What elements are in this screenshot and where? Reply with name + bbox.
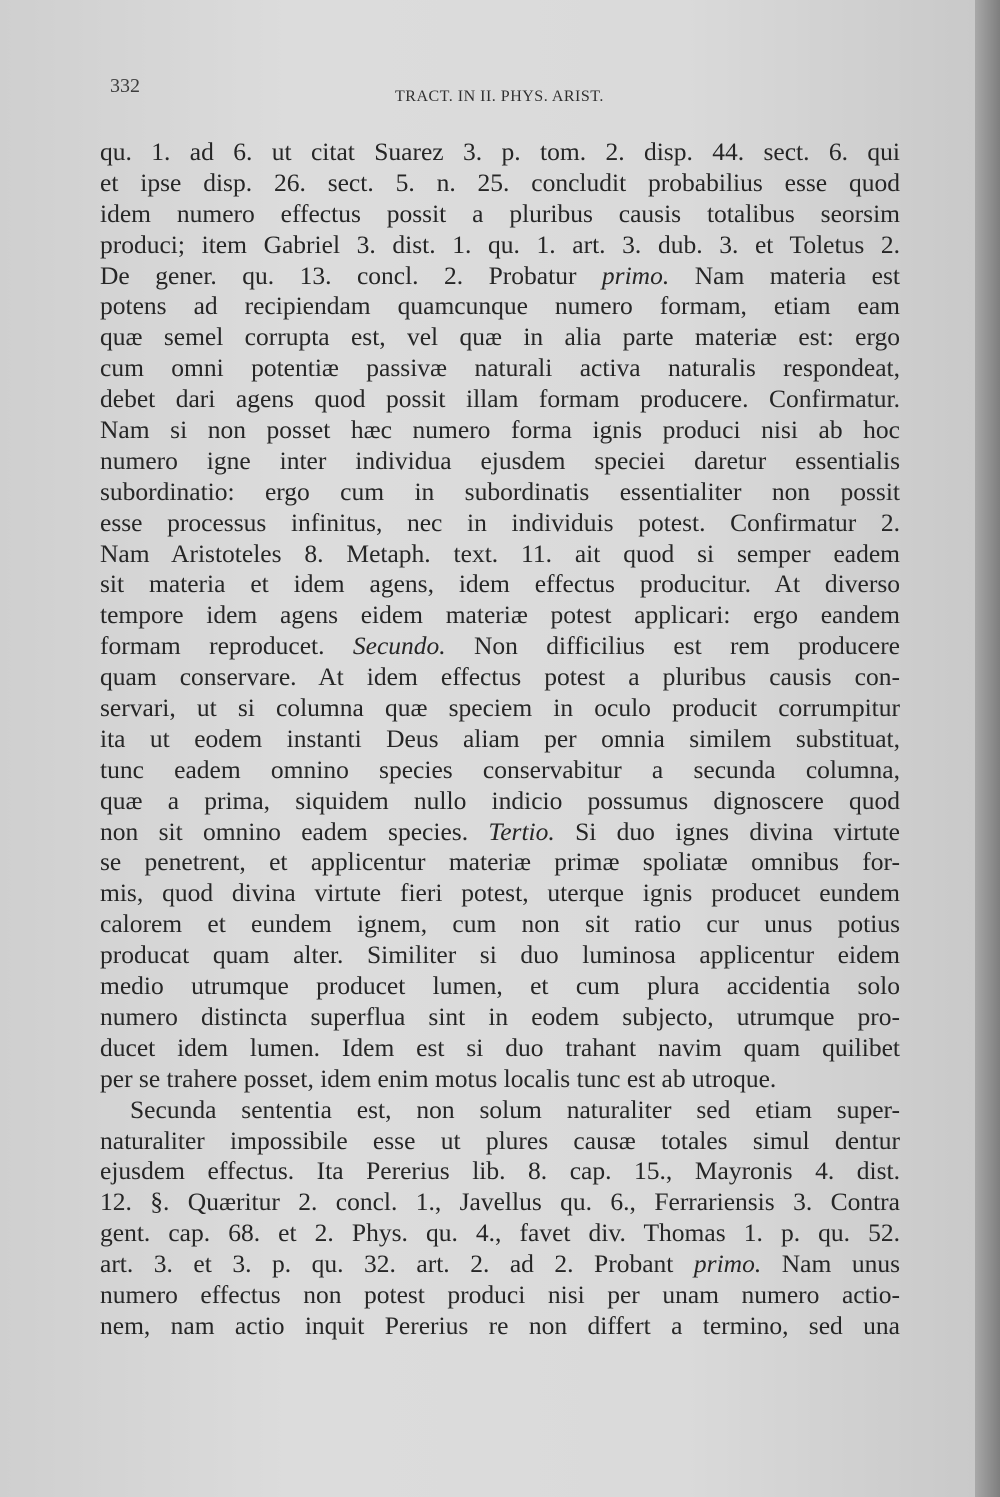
text-line [100,940,900,971]
page-header [0,75,975,115]
text-segment: et ipse disp. 26. sect. 5. n. 25. concludit probabilius esse quod [100,167,900,197]
text-line [100,353,900,384]
text-segment: Secunda sententia est, non solum naturaliter sed etiam super- [130,1094,900,1124]
text-segment: mis, quod divina virtute fieri potest, uterque ignis producet eundem [100,878,900,908]
text-segment: quæ a prima, siquidem nullo indicio possumus dignoscere quod [100,785,900,815]
text-line [100,1218,900,1249]
text-segment: cum omni potentiæ passivæ naturali activa naturalis respondeat, [100,353,900,383]
text-line [100,631,900,662]
text-segment: Nam si non posset hæc numero forma ignis produci nisi ab hoc [100,415,900,445]
text-line [100,1033,900,1064]
text-segment: ita ut eodem instanti Deus aliam per omnia similem substituat, [100,723,900,753]
text-segment: tempore idem agens eidem materiæ potest applicari: ergo eandem [100,600,900,630]
text-segment: Nam materia est [669,260,900,290]
text-line [100,415,900,446]
text-line [100,724,900,755]
text-segment: numero distincta superflua sint in eodem subjecto, utrumque pro- [100,1001,900,1031]
text-line [100,291,900,322]
text-line [100,1156,900,1187]
text-line [100,1249,900,1280]
text-segment: sit materia et idem agens, idem effectus producitur. At diverso [100,569,900,599]
text-segment: Si duo ignes divina virtute [554,816,900,846]
text-segment: tunc eadem omnino species conservabitur a secunda columna, [100,754,900,784]
text-line [100,1064,900,1095]
page-number: 332 [110,75,140,97]
text-segment: idem numero effectus possit a pluribus causis totalibus seorsim [100,198,900,228]
text-line [100,1002,900,1033]
text-line [100,230,900,261]
italic-text: Secundo. [352,631,446,661]
text-line [100,168,900,199]
text-line [100,1280,900,1311]
text-segment: Non difficilius est rem producere [445,631,901,661]
text-segment: servari, ut si columna quæ speciem in oculo producit corrumpitur [100,693,900,723]
text-line [100,600,900,631]
text-segment: subordinatio: ergo cum in subordinatis essentialiter non possit [100,476,900,506]
text-line [100,878,900,909]
text-segment: numero igne inter individua ejusdem speciei daretur essentialis [100,445,900,475]
text-line [100,261,900,292]
text-segment: medio utrumque producet lumen, et cum plura accidentia solo [100,971,900,1001]
text-segment: produci; item Gabriel 3. dist. 1. qu. 1. art. 3. dub. 3. et Toletus 2. [100,229,900,259]
page-edge [975,0,1000,1497]
text-line [100,1126,900,1157]
text-segment: debet dari agens quod possit illam formam producere. Confirmatur. [100,384,900,414]
text-line [100,569,900,600]
text-line [100,786,900,817]
text-line [100,1187,900,1218]
text-line [100,1095,900,1126]
text-line [100,508,900,539]
text-line [100,199,900,230]
text-segment: potens ad recipiendam quamcunque numero formam, etiam eam [100,291,900,321]
text-segment: ejusdem effectus. Ita Pererius lib. 8. cap. 15., Mayronis 4. dist. [100,1156,900,1186]
text-segment: formam reproducet. [100,631,353,661]
text-line [100,817,900,848]
text-line [100,477,900,508]
text-segment: non sit omnino eadem species. [100,816,489,846]
text-segment: se penetrent, et applicentur materiæ primæ spoliatæ omnibus for- [100,847,900,877]
text-line [100,693,900,724]
body-text [100,137,900,1342]
text-line [100,446,900,477]
text-segment: esse processus infinitus, nec in individuis potest. Confirmatur 2. [100,507,900,537]
italic-text: Tertio. [488,816,555,846]
text-segment: ducet idem lumen. Idem est si duo trahant navim quam quilibet [100,1032,900,1062]
text-line [100,755,900,786]
text-segment: qu. 1. ad 6. ut citat Suarez 3. p. tom. 2. disp. 44. sect. 6. qui [100,137,900,166]
text-segment: calorem et eundem ignem, cum non sit ratio cur unus potius [100,909,900,939]
text-line [100,847,900,878]
italic-text: primo. [601,260,670,290]
text-line [100,662,900,693]
text-segment: Nam unus [761,1249,900,1279]
running-title: TRACT. IN II. PHYS. ARIST. [395,88,604,105]
text-segment: 12. §. Quæritur 2. concl. 1., Javellus qu. 6., Ferrariensis 3. Contra [100,1187,900,1217]
text-segment: art. 3. et 3. p. qu. 32. art. 2. ad 2. Probant [100,1249,694,1279]
text-segment: De gener. qu. 13. concl. 2. Probatur [100,260,602,290]
text-segment: naturaliter impossibile esse ut plures causæ totales simul dentur [100,1125,900,1155]
text-segment: producat quam alter. Similiter si duo luminosa applicentur eidem [100,940,900,970]
text-line [100,909,900,940]
text-line [100,971,900,1002]
text-segment: quæ semel corrupta est, vel quæ in alia parte materiæ est: ergo [100,322,900,352]
text-line [100,137,900,168]
text-segment: nem, nam actio inquit Pererius re non differt a termino, sed una [100,1310,900,1340]
text-line [100,322,900,353]
text-line [100,1311,900,1342]
text-segment: gent. cap. 68. et 2. Phys. qu. 4., favet div. Thomas 1. p. qu. 52. [100,1218,900,1248]
text-segment: per se trahere posset, idem enim motus localis tunc est ab utroque. [100,1063,777,1093]
text-segment: quam conservare. At idem effectus potest a pluribus causis con- [100,662,900,692]
italic-text: primo. [693,1249,762,1279]
text-line [100,539,900,570]
text-segment: Nam Aristoteles 8. Metaph. text. 11. ait quod si semper eadem [100,538,900,568]
text-line [100,384,900,415]
text-segment: numero effectus non potest produci nisi per unam numero actio- [100,1279,900,1309]
